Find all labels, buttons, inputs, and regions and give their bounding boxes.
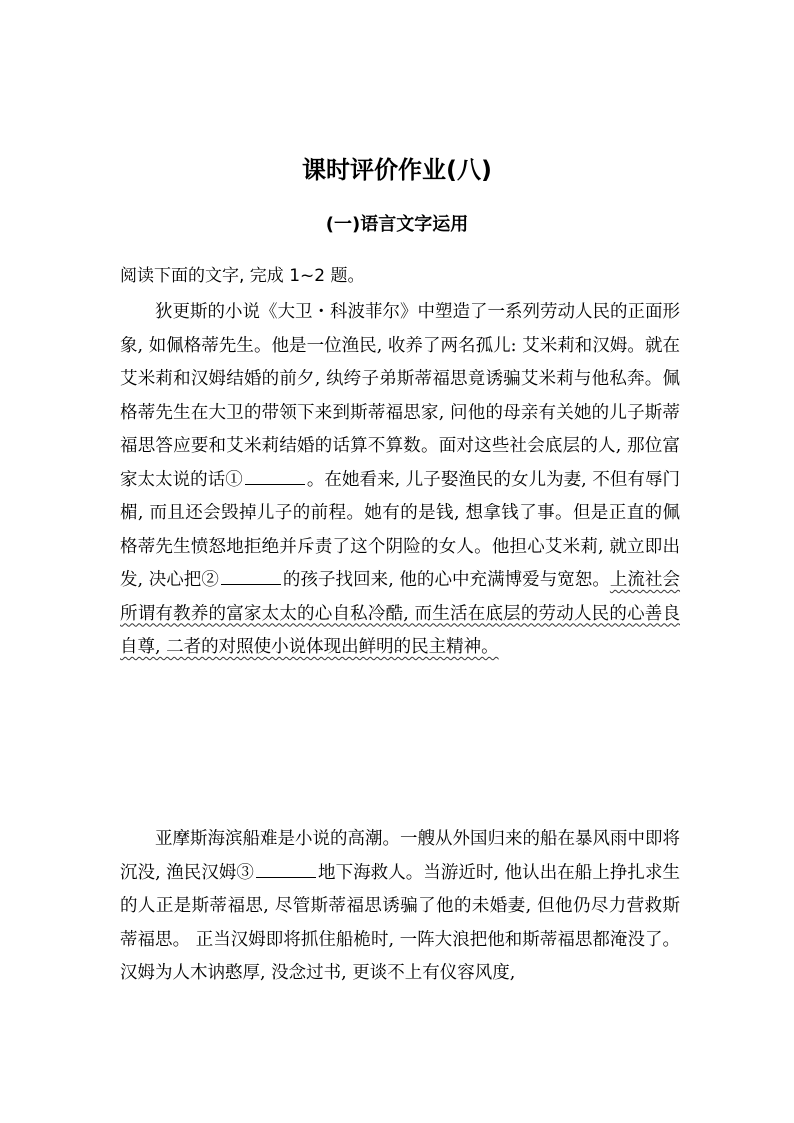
passage-paragraph-2 — [120, 823, 680, 991]
passage-paragraph-1 — [120, 296, 680, 665]
paragraph-1-text-c: 的孩子找回来, 他的心中充满博爱与宽恕。 — [282, 570, 610, 590]
instruction-text: 阅读下面的文字, 完成 1~2 题。 — [120, 266, 365, 286]
blank-1 — [245, 468, 305, 485]
paragraph-2-text-a: 亚摩斯海滨船难是小说的高潮。一艘从外国归来的船在暴风雨中即将沉没, 渔民汉姆③ — [120, 829, 680, 883]
section-heading: (一)语言文字运用 — [325, 214, 469, 235]
blank-3 — [256, 861, 316, 878]
paragraph-1-text-a: 狄更斯的小说《大卫・科波菲尔》中塑造了一系列劳动人民的正面形象, 如佩格蒂先生。他是一位渔民, 收养了两名孤儿: 艾米莉和汉姆。就在艾米莉和汉姆结婚的前夕, 纨绔子弟斯蒂福思竟诱骗艾米莉与他私奔。佩格蒂先生在大卫的带领下来到斯蒂福思家, 问他的母亲有关她的儿子斯蒂福思答应要和艾米莉结婚的话算不算数。面对这些社会底层的人, 那位富家太太说的话① — [120, 302, 680, 490]
paragraph-1-text-b: 。在她看来, 儿子娶渔民的女儿为妻, 不但有辱门楣, 而且还会毁掉儿子的前程。她有的是钱, 想拿钱了事。但是正直的佩格蒂先生愤怒地拒绝并斥责了这个阴险的女人。他担心艾米莉, 就立即出发, 决心把② — [120, 469, 681, 590]
wavy-underlined-sentence: 上流社会所谓有教养的富家太太的心自私冷酷, 而生活在底层的劳动人民的心善良自尊, 二者的对照使小说体现出鲜明的民主精神。 — [120, 570, 681, 657]
page-title: 课时评价作业(八) — [302, 156, 492, 184]
paragraph-2-text-b: 地下海救人。当游近时, 他认出在船上挣扎求生的人正是斯蒂福思, 尽管斯蒂福思诱骗了他的未婚妻, 但他仍尽力营救斯蒂福思。 正当汉姆即将抓住船桅时, 一阵大浪把他和斯蒂福思都淹没了。汉姆为人木讷憨厚, 没念过书, 更谈不上有仪容风度, — [120, 862, 681, 983]
blank-2 — [221, 568, 281, 585]
